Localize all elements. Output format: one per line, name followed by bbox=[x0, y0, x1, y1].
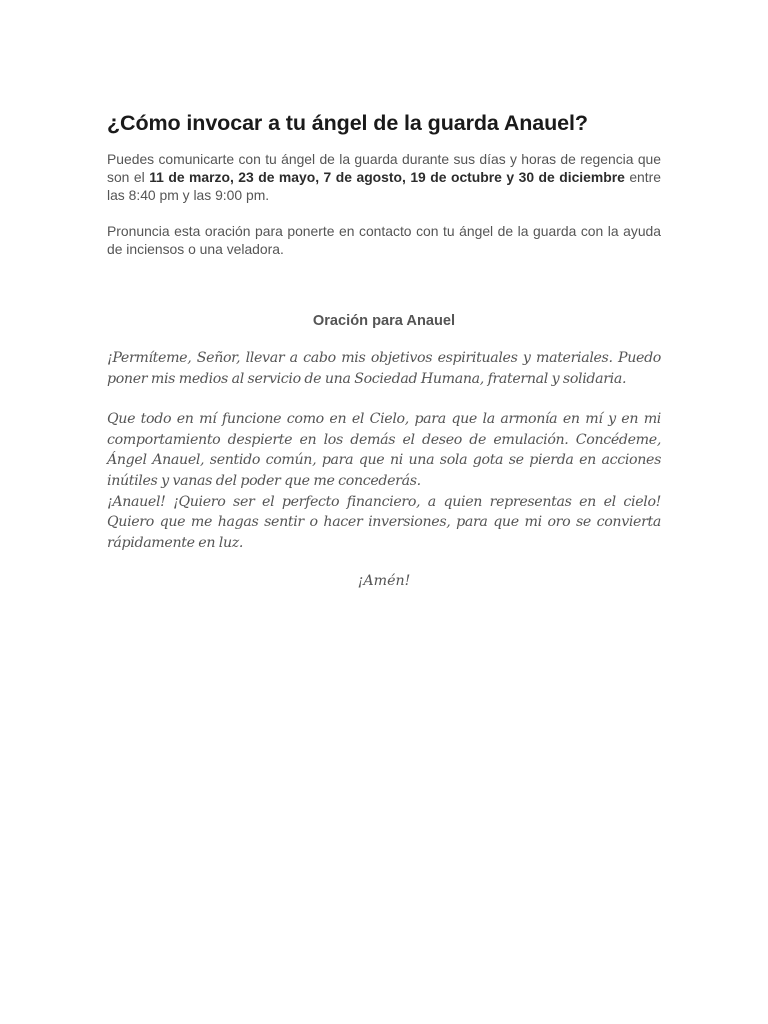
prayer-paragraph-3: ¡Anauel! ¡Quiero ser el perfecto financiero, a quien representas en el cielo! Quiero que me hagas sentir o hacer inversiones, para que mi oro se convierta rápidamente en luz. bbox=[107, 493, 661, 551]
prayer-title: Oración para Anauel bbox=[312, 313, 456, 329]
intro-text-after: entre las 8:40 pm y las 9:00 pm. bbox=[107, 169, 661, 203]
prayer-paragraph-2: Que todo en mí funcione como en el Cielo, para que la armonía en mí y en mi comportamiento despierte en los demás el deseo de emulación. Concédeme, Ángel Anauel, sentido común, para que ni una sola gota se pierda en acciones inútiles y vanas del poder que me concederás. bbox=[107, 411, 661, 489]
intro-dates: 11 de marzo, 23 de mayo, 7 de agosto, 19 de octubre y 30 de diciembre bbox=[149, 169, 625, 185]
page-title: ¿Cómo invocar a tu ángel de la guarda Anauel? bbox=[107, 111, 588, 135]
intro-paragraph bbox=[107, 150, 661, 204]
document-page bbox=[107, 106, 661, 591]
intro-text-before: Puedes comunicarte con tu ángel de la guarda durante sus días y horas de regencia que son el bbox=[107, 151, 661, 185]
prayer-paragraph-1: ¡Permíteme, Señor, llevar a cabo mis objetivos espirituales y materiales. Puedo poner mis medios al servicio de una Sociedad Humana, fraternal y solidaria. bbox=[107, 350, 661, 387]
instruction-paragraph: Pronuncia esta oración para ponerte en contacto con tu ángel de la guarda con la ayuda de inciensos o una veladora. bbox=[107, 223, 661, 257]
prayer-closing: ¡Amén! bbox=[357, 573, 411, 590]
